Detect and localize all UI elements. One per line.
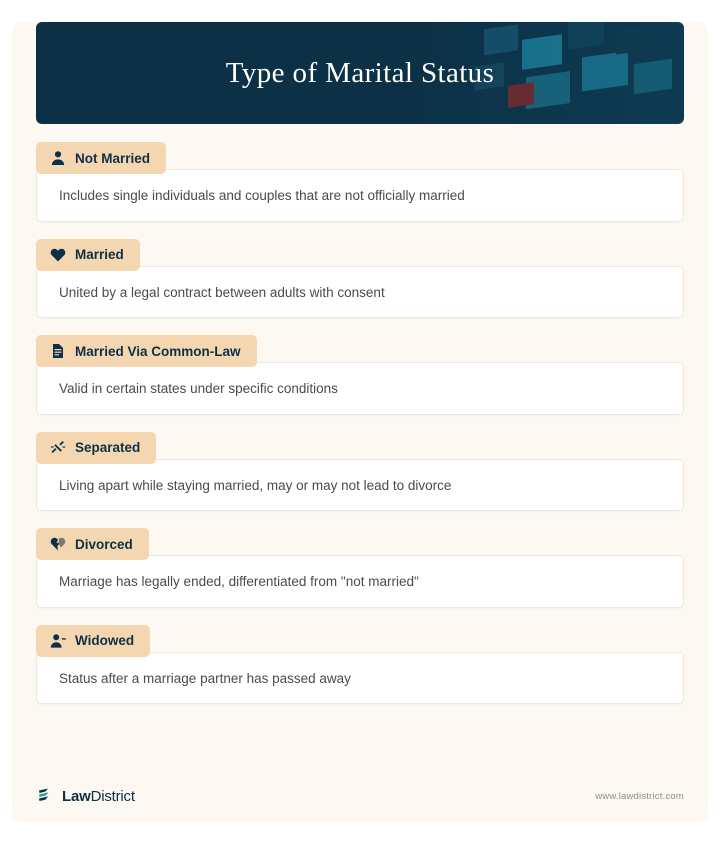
header-decoration-icon	[464, 22, 684, 124]
status-description: Status after a marriage partner has passed away	[36, 652, 684, 705]
logo-text-light: District	[90, 787, 135, 805]
person-remove-icon	[50, 633, 66, 649]
logo-text	[62, 788, 135, 805]
document-icon	[50, 343, 66, 359]
status-chip	[36, 335, 257, 367]
list-item	[36, 142, 684, 222]
status-list	[12, 142, 708, 704]
broken-link-icon	[50, 440, 66, 456]
status-label: Not Married	[75, 150, 151, 166]
status-description: Living apart while staying married, may or may not lead to divorce	[36, 459, 684, 512]
status-label: Married Via Common-Law	[75, 343, 241, 359]
list-item	[36, 335, 684, 415]
status-chip	[36, 142, 166, 174]
list-item	[36, 625, 684, 705]
page-title: Type of Marital Status	[225, 56, 495, 89]
list-item	[36, 432, 684, 512]
lawdistrict-mark-icon	[36, 786, 56, 806]
header-banner	[36, 22, 684, 124]
logo-text-bold: Law	[62, 787, 91, 805]
list-item	[36, 239, 684, 319]
status-chip	[36, 432, 156, 464]
status-label: Married	[75, 247, 124, 263]
person-icon	[50, 150, 66, 166]
status-description: United by a legal contract between adults with consent	[36, 266, 684, 319]
status-chip	[36, 528, 149, 560]
infographic-card	[12, 22, 708, 822]
status-description: Includes single individuals and couples that are not officially married	[36, 169, 684, 222]
heart-icon	[50, 247, 66, 263]
status-label: Widowed	[75, 633, 135, 649]
status-chip	[36, 239, 140, 271]
status-chip	[36, 625, 150, 657]
status-label: Separated	[75, 440, 141, 456]
footer-url: www.lawdistrict.com	[595, 790, 684, 802]
broken-heart-icon	[50, 536, 66, 552]
footer	[36, 786, 684, 806]
status-description: Marriage has legally ended, differentiated from "not married"	[36, 555, 684, 608]
list-item	[36, 528, 684, 608]
logo	[36, 786, 135, 806]
status-label: Divorced	[75, 536, 133, 552]
status-description: Valid in certain states under specific conditions	[36, 362, 684, 415]
